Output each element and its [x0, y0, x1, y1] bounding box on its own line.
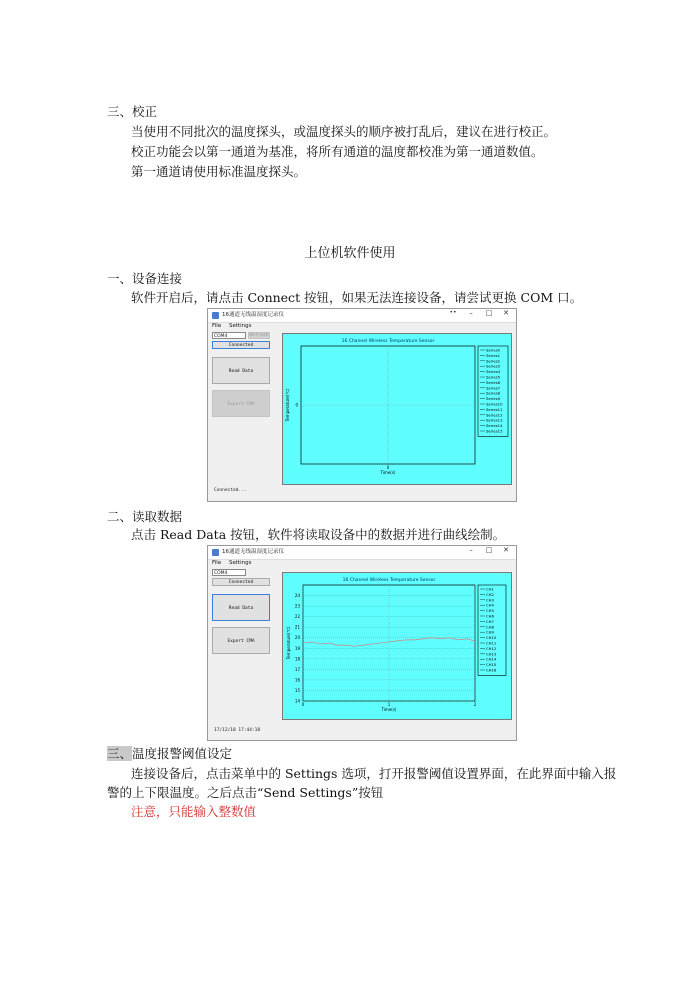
legend-item: CH8 — [486, 624, 494, 630]
menu-settings[interactable]: Settings — [228, 323, 252, 329]
legend-item: CH15 — [486, 662, 497, 668]
x-tick-label: 1 — [387, 702, 391, 707]
x-axis-label: Time(s) — [380, 470, 396, 475]
export-button[interactable]: Export CMA — [212, 627, 270, 654]
alarm-line-2: 警的上下限温度。之后点击“Send Settings”按钮 — [107, 785, 384, 800]
legend-item: CH14 — [486, 656, 497, 662]
chart-1 — [282, 333, 512, 485]
calibration-heading: 三、校正 — [107, 104, 158, 119]
connect-button[interactable]: Connected — [212, 341, 270, 349]
title-bar — [208, 309, 516, 323]
menu-settings[interactable]: Settings — [228, 560, 252, 566]
legend-item: CH3 — [486, 597, 494, 603]
y-tick-label: 21 — [294, 624, 300, 630]
y-tick-label: 22 — [294, 614, 300, 620]
legend-item: Series1 — [486, 352, 501, 358]
maximize-icon[interactable]: □ — [485, 309, 493, 317]
app-window-connect — [207, 308, 517, 502]
title-bar — [208, 546, 516, 560]
chart-title: 16 Channel Wireless Temperature Sensor — [342, 578, 436, 583]
legend-item: CH16 — [486, 667, 497, 673]
legend-item: CH1 — [486, 586, 494, 592]
y-tick-label: 19 — [294, 645, 300, 651]
alarm-heading-number: 三、 — [107, 746, 133, 761]
com-port-select[interactable]: COM4 — [212, 332, 246, 339]
legend-item: CH13 — [486, 651, 497, 657]
legend-item: Series6 — [486, 379, 501, 385]
y-tick-label: 15 — [294, 687, 300, 693]
legend-item: Series7 — [486, 385, 501, 391]
app-icon — [212, 549, 219, 556]
y-tick-label: 17 — [294, 666, 300, 672]
y-axis-label: Temperature(℃) — [286, 626, 291, 660]
x-axis-label: Time(s) — [381, 707, 397, 712]
app-window-read — [207, 545, 517, 741]
connect-heading: 一、设备连接 — [107, 271, 183, 286]
pin-icon[interactable]: •• — [449, 309, 457, 316]
chart-2 — [282, 572, 512, 720]
legend-item: CH9 — [486, 629, 494, 635]
legend-item: CH6 — [486, 613, 494, 619]
window-title: 16通道无线温湿度记录仪 — [222, 312, 284, 318]
legend-item: Series9 — [486, 396, 501, 402]
close-icon[interactable]: ✕ — [503, 546, 509, 554]
alarm-line-1: 连接设备后，点击菜单中的 Settings 选项，打开报警阈值设置界面，在此界面中输入报 — [131, 766, 617, 781]
minimize-icon[interactable]: – — [469, 546, 473, 554]
legend-item: CH7 — [486, 618, 494, 624]
status-text: Connected... — [214, 488, 247, 493]
window-title: 16通道无线温湿度记录仪 — [222, 549, 284, 555]
legend-item: Series15 — [486, 428, 503, 434]
y-tick-label: 16 — [294, 677, 300, 683]
calibration-line-3: 第一通道请使用标准温度探头。 — [131, 164, 307, 179]
menu-file[interactable]: File — [212, 560, 222, 566]
read-line: 点击 Read Data 按钮，软件将读取设备中的数据并进行曲线绘制。 — [131, 527, 506, 542]
menu-bar — [212, 323, 258, 329]
refresh-button[interactable]: Refresh — [249, 333, 269, 338]
read-heading: 二、读取数据 — [107, 509, 183, 524]
legend-item: CH12 — [486, 645, 497, 651]
close-icon[interactable]: ✕ — [503, 309, 509, 317]
legend-item: Series5 — [486, 374, 501, 380]
legend-item: Series11 — [486, 406, 503, 412]
legend-item: Series12 — [486, 412, 503, 418]
menu-bar — [212, 560, 258, 566]
y-tick-label: 20 — [294, 635, 300, 641]
y-tick-label: 18 — [294, 656, 300, 662]
series-line-ch1 — [303, 638, 475, 646]
legend-item: Series14 — [486, 423, 503, 429]
x-tick-label: 0 — [301, 702, 305, 707]
alarm-heading-text: 温度报警阈值设定 — [132, 746, 233, 761]
com-port-select[interactable]: COM4 — [212, 569, 246, 576]
legend-item: Series8 — [486, 390, 501, 396]
read-data-button[interactable]: Read Data — [212, 357, 270, 384]
chart-2-svg — [283, 573, 513, 721]
legend-item: Series13 — [486, 417, 503, 423]
calibration-line-2: 校正功能会以第一通道为基准，将所有通道的温度都校准为第一通道数值。 — [131, 144, 544, 159]
y-tick-label: 24 — [294, 593, 300, 599]
alarm-note: 注意，只能输入整数值 — [131, 804, 257, 819]
legend-item: CH2 — [486, 591, 494, 597]
alarm-heading — [107, 746, 232, 762]
chart-1-svg — [283, 334, 513, 486]
legend-item: CH4 — [486, 602, 494, 608]
x-tick-label: 2 — [473, 702, 477, 707]
y-tick-label: 23 — [294, 603, 300, 609]
menu-file[interactable]: File — [212, 323, 222, 329]
chart-title: 16 Channel Wireless Temperature Sensor — [341, 339, 435, 344]
legend-item: Series10 — [486, 401, 503, 407]
y-axis-label: Temperature(℃) — [285, 388, 290, 422]
legend-item: Series0 — [486, 347, 501, 353]
legend-item: CH11 — [486, 640, 497, 646]
read-data-button[interactable]: Read Data — [212, 594, 270, 621]
connect-line: 软件开启后，请点击 Connect 按钮，如果无法连接设备，请尝试更换 COM 口。 — [131, 290, 583, 305]
software-usage-title: 上位机软件使用 — [304, 246, 396, 261]
legend-item: Series3 — [486, 363, 501, 369]
legend-item: Series2 — [486, 358, 501, 364]
app-icon — [212, 312, 219, 319]
y-tick-label: 14 — [294, 698, 300, 704]
connect-button[interactable]: Connected — [212, 578, 270, 586]
legend-item: CH5 — [486, 608, 494, 614]
calibration-line-1: 当使用不同批次的温度探头，或温度探头的顺序被打乱后，建议在进行校正。 — [131, 124, 557, 139]
maximize-icon[interactable]: □ — [485, 546, 493, 554]
legend-item: Series4 — [486, 369, 501, 375]
minimize-icon[interactable]: – — [469, 309, 473, 317]
y-tick-label: 0 — [295, 402, 298, 408]
export-button[interactable]: Export CMA — [212, 390, 270, 417]
x-tick-label: 0 — [386, 465, 390, 470]
legend-item: CH10 — [486, 635, 497, 641]
status-timestamp: 17/12/18 17:44:18 — [214, 728, 261, 733]
